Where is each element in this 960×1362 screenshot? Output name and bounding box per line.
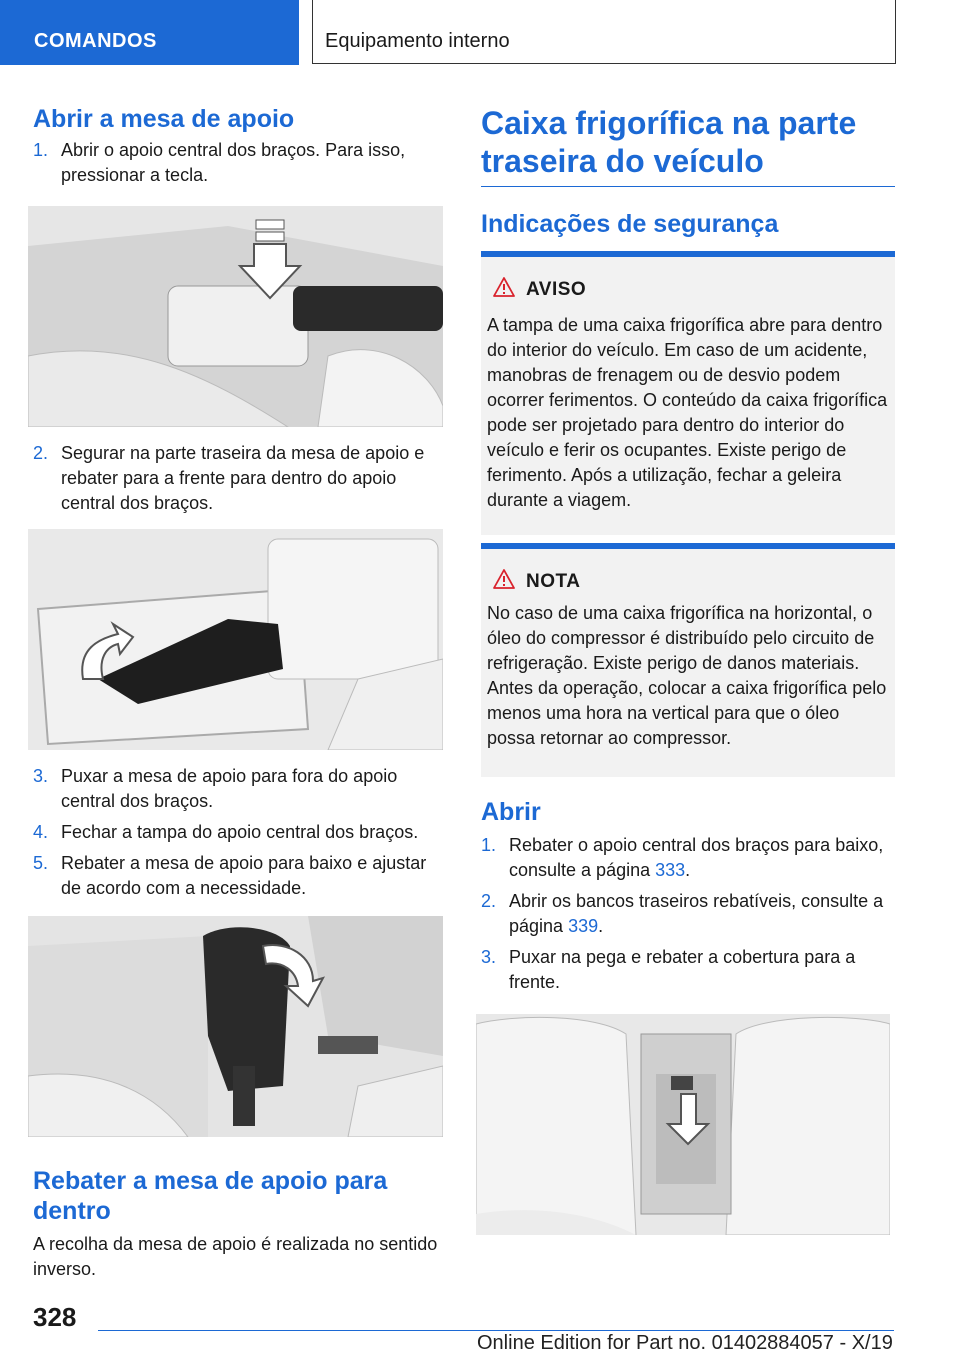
- left-column-steps3-5: [33, 764, 443, 901]
- steps-list-c: [33, 764, 443, 901]
- illustration-armrest-button: [28, 206, 443, 427]
- note-title: NOTA: [526, 571, 581, 592]
- footer-rule: [98, 1330, 894, 1331]
- list-item: [33, 820, 443, 845]
- illustration-table-lower: [28, 916, 443, 1137]
- page-reference-link[interactable]: 333: [655, 860, 686, 880]
- page-reference-link[interactable]: 339: [568, 916, 599, 936]
- step-number: 3.: [33, 766, 49, 786]
- step-text: Puxar na pega e rebater a cobertura para a frente.: [509, 947, 856, 992]
- left-column-step2: [33, 441, 443, 516]
- step-text: Rebater o apoio central dos braços para baixo, consulte a página: [509, 835, 884, 880]
- warning-title: AVISO: [526, 279, 587, 300]
- step-number: 4.: [33, 822, 49, 842]
- page-number: 328: [33, 1302, 77, 1332]
- left-column-bottom: [33, 1166, 443, 1282]
- footer-edition: Online Edition for Part no. 01402884057 - X/19: [477, 1332, 893, 1354]
- illustration-table-fold: [28, 529, 443, 750]
- warning-text: A tampa de uma caixa frigorífica abre para dentro do interior do veículo. Em caso de um acidente, manobras de frenagem ou de desvio podem ocorrer ferimentos. O conteúdo da caixa frigorífica pode ser projetado para dentro do interior do veículo e ferir os ocupantes. Existe perigo de ferimento. Após a utilização, fechar a geleira durante a viagem.: [487, 315, 888, 510]
- illustration-cool-box: [476, 1014, 890, 1235]
- step-text: Puxar a mesa de apoio para fora do apoio central dos braços.: [61, 766, 398, 811]
- section-tab: [0, 0, 299, 65]
- warning-box: [481, 251, 895, 535]
- step-text-end: .: [685, 860, 691, 880]
- step-number: 1.: [481, 835, 497, 855]
- chapter-tab: [312, 0, 896, 64]
- step-number: 1.: [33, 140, 49, 160]
- heading-fold-in: Rebater a mesa de apoio para dentro: [33, 1167, 388, 1225]
- note-box: [481, 543, 895, 777]
- section-label: COMANDOS: [34, 30, 157, 52]
- step-text: Rebater a mesa de apoio para baixo e ajustar de acordo com a necessidade.: [61, 853, 427, 898]
- list-item: [481, 889, 895, 939]
- step-number: 5.: [33, 853, 49, 873]
- main-heading: Caixa frigorífica na parte traseira do veículo: [481, 105, 857, 179]
- step-number: 3.: [481, 947, 497, 967]
- steps-list-b: [33, 441, 443, 516]
- step-text: Abrir o apoio central dos braços. Para isso, pressionar a tecla.: [61, 140, 406, 185]
- step-text-end: .: [598, 916, 604, 936]
- left-column-top: [33, 104, 443, 188]
- list-item: [481, 945, 895, 995]
- list-item: [33, 851, 443, 901]
- list-item: [33, 441, 443, 516]
- steps-list-a: [33, 138, 443, 188]
- list-item: [481, 833, 895, 883]
- step-text: Fechar a tampa do apoio central dos braços.: [61, 822, 419, 842]
- step-number: 2.: [33, 443, 49, 463]
- step-text: Segurar na parte traseira da mesa de apoio e rebater para a frente para dentro do apoio central dos braços.: [61, 443, 425, 513]
- note-text: No caso de uma caixa frigorífica na horizontal, o óleo do compressor é distribuído pelo circuito de refrigeração. Existe perigo de danos materiais. Antes da operação, colocar a caixa frigorífica pelo menos uma hora na vertical para que o óleo possa retornar ao compressor.: [487, 603, 887, 748]
- right-column-open: [481, 797, 895, 995]
- list-item: [33, 764, 443, 814]
- safety-heading: Indicações de segurança: [481, 210, 779, 238]
- list-item: [33, 138, 443, 188]
- warning-triangle-icon: [493, 277, 515, 297]
- heading-open-table: Abrir a mesa de apoio: [33, 105, 295, 133]
- open-steps-list: [481, 833, 895, 995]
- right-column-head: [481, 104, 895, 239]
- warning-triangle-icon: [493, 569, 515, 589]
- chapter-label: Equipamento interno: [325, 30, 510, 52]
- step-text: Abrir os bancos traseiros rebatíveis, consulte a página: [509, 891, 884, 936]
- step-number: 2.: [481, 891, 497, 911]
- open-heading: Abrir: [481, 798, 541, 826]
- heading-rule: [481, 186, 895, 187]
- fold-in-paragraph: A recolha da mesa de apoio é realizada no sentido inverso.: [33, 1234, 438, 1279]
